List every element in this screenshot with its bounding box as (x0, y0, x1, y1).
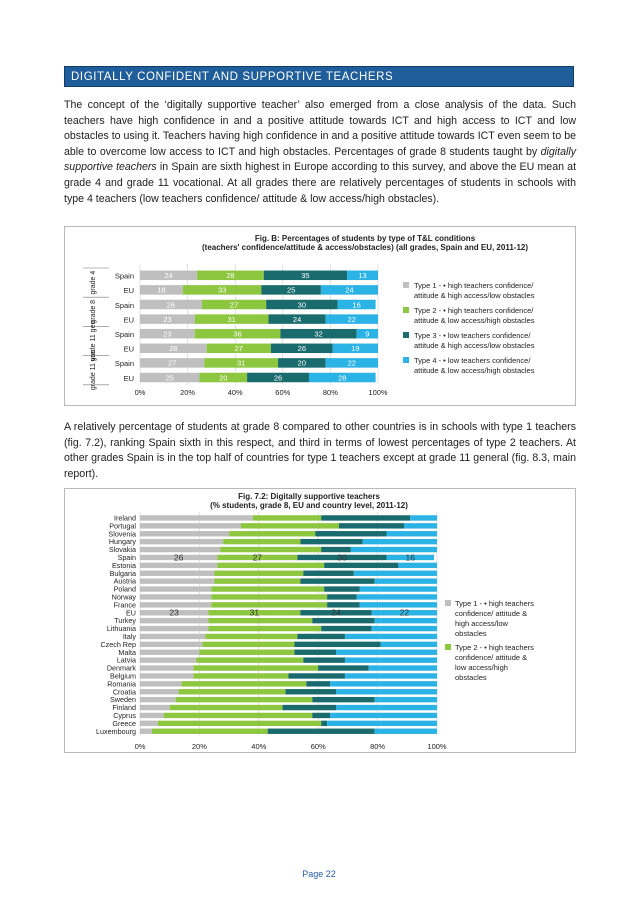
paragraph-1 (64, 98, 576, 207)
figure-7-2-bar-croatia-type-2 (179, 689, 286, 694)
figure-7-2-bar-czech-rep-type-3 (294, 642, 380, 647)
figure-7-2-bar-slovenia-type-2 (229, 531, 315, 536)
figure-b-legend-line: attitude & low access/high obstacles (414, 366, 535, 375)
figure-b-row-label: Spain (114, 300, 134, 310)
figure-b-group-label: grade 11 voc (90, 350, 97, 391)
figure-b-bar-value: 28 (338, 373, 347, 383)
figure-7-2-bar-bulgaria-type-3 (303, 571, 353, 576)
figure-7-2-row-label: Estonia (112, 560, 136, 570)
figure-b-row-label: Spain (114, 329, 134, 339)
figure-7-2-bar-value: 30 (337, 552, 347, 563)
figure-b-bar-value: 35 (301, 271, 310, 281)
figure-b-row-label: EU (123, 373, 134, 383)
figure-7-2-x-tick: 40% (251, 742, 267, 752)
figure-7-2-bar-lithuania-type-1 (140, 626, 208, 631)
section-title: DIGITALLY CONFIDENT AND SUPPORTIVE TEACHERS (71, 71, 394, 83)
paragraph-1-text-a: The concept of the ‘digitally supportive teacher’ also emerged from a close analysis of the data. Such teachers have high confidence in and a positive attitude towards ICT and high access to ICT and low obstacles to using it. Teachers having high confidence in and a positive attitude towards ICT even seem to be able to overcome low access to ICT and high obstacles. Percentages of grade 8 students taught by (64, 99, 576, 158)
figure-7-2-row-label: Ireland (114, 513, 136, 523)
figure-7-2-subtitle: (% students, grade 8, EU and country level, 2011-12) (210, 501, 408, 510)
figure-7-2-bar-luxembourg-type-1 (140, 729, 152, 734)
figure-7-2-bar-greece-type-1 (140, 721, 158, 726)
figure-7-2-legend-line: obstacles (455, 673, 487, 682)
figure-7-2-row-label: Norway (111, 592, 136, 602)
figure-b-chart (65, 227, 575, 405)
figure-b-bar-value: 24 (164, 271, 173, 281)
section-title-banner (64, 66, 574, 87)
figure-7-2-bar-italy-type-4 (345, 634, 437, 639)
figure-7-2-bar-hungary-type-1 (140, 539, 223, 544)
figure-b-x-tick: 20% (180, 387, 196, 397)
figure-7-2-bar-cyprus-type-2 (164, 713, 313, 718)
figure-7-2-title: Fig. 7.2: Digitally supportive teachers (238, 492, 380, 501)
figure-7-2-bar-slovakia-type-2 (220, 547, 321, 552)
figure-b-bar-value: 22 (347, 314, 356, 324)
figure-7-2-bar-czech-rep-type-1 (140, 642, 202, 647)
figure-7-2-bar-ireland-type-2 (253, 515, 321, 520)
figure-7-2-row-label: France (113, 600, 136, 610)
figure-b-bar-value: 28 (226, 271, 235, 281)
figure-7-2-bar-latvia-type-2 (196, 657, 303, 662)
figure-7-2-bar-luxembourg-type-3 (268, 729, 375, 734)
figure-7-2-row-label: Spain (117, 552, 136, 562)
figure-7-2-chart (65, 489, 575, 752)
figure-7-2-bar-poland-type-2 (211, 586, 324, 591)
figure-7-2-bar-turkey-type-4 (375, 618, 437, 623)
figure-7-2-bar-croatia-type-4 (336, 689, 437, 694)
figure-b-bar-value: 30 (297, 300, 307, 310)
figure-7-2-bar-hungary-type-4 (363, 539, 437, 544)
figure-b-title-line-1: Fig. B: Percentages of students by type of T&L conditions (254, 234, 476, 243)
figure-b-bar-value: 23 (163, 314, 172, 324)
figure-7-2-bar-belgium-type-1 (140, 673, 193, 678)
figure-7-2-bar-poland-type-1 (140, 586, 211, 591)
figure-7-2-row-label: Bulgaria (109, 568, 136, 578)
figure-b-bar-value: 26 (297, 344, 307, 354)
figure-7-2-bar-lithuania-type-4 (372, 626, 437, 631)
figure-7-2-bar-norway-type-1 (140, 594, 211, 599)
figure-7-2-bar-value: 22 (399, 607, 410, 618)
paragraph-2-text: A relatively percentage of students at grade 8 compared to other countries is in schools with type 1 teachers (fig. 7.2), ranking Spain sixth in this respect, and third in terms of lowest percentages of type 2 teachers. At other grades Spain is in the top half of countries for type 1 teachers except at grade 11 general (fig. 8.3, main report). (64, 421, 576, 480)
figure-7-2-bar-czech-rep-type-4 (381, 642, 437, 647)
figure-b-x-tick: 80% (322, 387, 338, 397)
figure-7-2-bar-sweden-type-3 (312, 697, 374, 702)
figure-7-2-bar-greece-type-4 (327, 721, 437, 726)
figure-7-2-legend-line: confidence/ attitude & (455, 609, 528, 618)
figure-7-2-bar-finland-type-3 (283, 705, 336, 710)
figure-b-x-tick: 40% (227, 387, 243, 397)
figure-7-2-bar-norway-type-4 (357, 594, 437, 599)
figure-7-2-bar-italy-type-1 (140, 634, 205, 639)
page-number: Page 22 (302, 869, 336, 879)
figure-7-2-legend-line: low access/high (455, 663, 508, 672)
figure-7-2-bar-portugal-type-3 (339, 523, 404, 528)
figure-7-2-bar-value: 27 (252, 552, 263, 563)
figure-b-row-label: Spain (114, 359, 134, 369)
figure-7-2-bar-denmark-type-2 (193, 665, 318, 670)
figure-b-bar-value: 32 (314, 329, 323, 339)
figure-7-2-row-label: Malta (118, 647, 136, 657)
figure-b-title-line-2: (teachers' confidence/attitude & access/obstacles) (all grades, Spain and EU, 2011-12) (201, 243, 529, 252)
figure-b-bar-value: 31 (227, 314, 236, 324)
figure-7-2-bar-italy-type-3 (297, 634, 345, 639)
figure-7-2-row-label: Croatia (112, 687, 136, 697)
figure-7-2-bar-turkey-type-1 (140, 618, 208, 623)
figure-7-2-bar-estonia-type-4 (398, 563, 437, 568)
figure-7-2-bar-croatia-type-3 (286, 689, 336, 694)
figure-7-2-bar-estonia-type-2 (217, 563, 324, 568)
figure-7-2-bar-croatia-type-1 (140, 689, 179, 694)
figure-b-legend-line: attitude & high access/low obstacles (414, 291, 535, 300)
figure-b-legend-line: Type 1 - • high teachers confidence/ (414, 281, 534, 290)
figure-7-2-row-label: Latvia (116, 655, 136, 665)
paragraph-1-text-b: in Spain are sixth highest in Europe according to this survey, and above the EU mean at grade 4 and grade 11 vocational. At all grades there are relatively percentages of students in schools with type 4 teachers (low teachers confidence/ attitude & low access/high obstacles). (64, 161, 577, 205)
figure-7-2-bar-sweden-type-4 (375, 697, 437, 702)
figure-7-2-row-label: Portugal (109, 521, 136, 531)
figure-b-group-label: grade 8 (90, 299, 97, 324)
figure-7-2-bar-latvia-type-3 (303, 657, 345, 662)
figure-b-bar-value: 20 (219, 373, 228, 383)
figure-b-bar-value: 26 (166, 300, 176, 310)
figure-7-2-bar-france-type-2 (211, 602, 327, 607)
figure-7-2-legend-line: obstacles (455, 629, 487, 638)
figure-7-2-bar-romania-type-4 (330, 681, 437, 686)
figure-b-legend-line: Type 3 - • low teachers confidence/ (414, 331, 531, 340)
figure-7-2-row-label: Finland (112, 703, 136, 713)
figure-7-2-bar-lithuania-type-2 (208, 626, 321, 631)
figure-7-2-bar-portugal-type-2 (241, 523, 339, 528)
figure-7-2-row-label: Slovenia (108, 529, 136, 539)
figure-7-2-bar-luxembourg-type-4 (375, 729, 437, 734)
figure-7-2-legend-swatch (445, 600, 451, 606)
figure-7-2-bar-italy-type-2 (205, 634, 297, 639)
figure-7-2-bar-malta-type-4 (336, 650, 437, 655)
figure-7-2-bar-austria-type-3 (300, 578, 374, 583)
figure-7-2-bar-poland-type-4 (360, 586, 437, 591)
figure-7-2-box (64, 488, 576, 753)
figure-b-bar-value: 16 (352, 300, 361, 310)
figure-7-2-legend-line: Type 1 - • high teachers (455, 599, 534, 608)
figure-7-2-bar-luxembourg-type-2 (152, 729, 268, 734)
figure-b-bar-value: 27 (229, 300, 239, 310)
paragraph-1-emphasis: digitally supportive teachers (64, 145, 576, 174)
figure-7-2-x-tick: 20% (191, 742, 207, 752)
figure-b-legend-line: attitude & low access/high obstacles (414, 316, 535, 325)
figure-b-x-tick: 60% (275, 387, 291, 397)
figure-7-2-row-label: Lithuania (106, 624, 136, 634)
figure-b-row-label: Spain (114, 271, 134, 281)
figure-b-bar-value: 24 (292, 314, 302, 324)
figure-b-bar-value: 25 (286, 285, 296, 295)
figure-b-bar-value: 27 (234, 344, 243, 354)
figure-7-2-bar-slovenia-type-1 (140, 531, 229, 536)
figure-7-2-bar-austria-type-1 (140, 578, 214, 583)
figure-b-row-label: EU (123, 344, 134, 354)
figure-7-2-bar-belgium-type-2 (193, 673, 288, 678)
figure-7-2-row-label: Romania (107, 679, 136, 689)
figure-7-2-row-label: Czech Rep (100, 639, 136, 649)
figure-b-legend-line: Type 4 - • low teachers confidence/ (414, 356, 531, 365)
figure-7-2-bar-value: 23 (169, 607, 179, 618)
figure-b-bar-value: 23 (163, 329, 172, 339)
figure-7-2-bar-bulgaria-type-2 (214, 571, 303, 576)
figure-7-2-bar-ireland-type-4 (410, 515, 437, 520)
figure-7-2-bar-bulgaria-type-4 (354, 571, 437, 576)
figure-7-2-bar-finland-type-4 (336, 705, 437, 710)
figure-7-2-x-tick: 0% (134, 742, 146, 752)
figure-b-bar-value: 27 (167, 358, 177, 368)
figure-7-2-bar-turkey-type-2 (208, 618, 312, 623)
figure-b-bar-value: 33 (217, 285, 227, 295)
figure-7-2-bar-france-type-4 (360, 602, 437, 607)
figure-7-2-row-label: Greece (112, 718, 136, 728)
figure-7-2-bar-slovenia-type-4 (387, 531, 437, 536)
figure-b-bar-value: 28 (169, 344, 178, 354)
figure-7-2-row-label: Luxembourg (96, 726, 136, 736)
figure-7-2-legend-line: Type 2 - • high teachers (455, 643, 534, 652)
figure-7-2-x-tick: 60% (310, 742, 326, 752)
figure-7-2-x-tick: 80% (370, 742, 386, 752)
figure-b-legend-swatch (403, 282, 409, 288)
figure-b-legend-swatch (403, 357, 409, 363)
figure-7-2-bar-portugal-type-1 (140, 523, 241, 528)
figure-b-box (64, 226, 576, 406)
figure-7-2-legend-swatch (445, 644, 451, 650)
figure-7-2-row-label: Hungary (108, 537, 136, 547)
figure-b-legend-line: attitude & high access/low obstacles (414, 341, 535, 350)
figure-7-2-bar-cyprus-type-4 (330, 713, 437, 718)
figure-7-2-bar-sweden-type-2 (176, 697, 313, 702)
figure-b-bar-value: 20 (297, 358, 307, 368)
figure-7-2-bar-denmark-type-4 (369, 665, 437, 670)
figure-7-2-bar-austria-type-2 (214, 578, 300, 583)
figure-7-2-bar-lithuania-type-3 (321, 626, 371, 631)
figure-b-bar-value: 36 (233, 329, 242, 339)
figure-7-2-bar-norway-type-2 (211, 594, 327, 599)
figure-7-2-bar-value: 16 (405, 552, 416, 563)
figure-7-2-bar-estonia-type-1 (140, 563, 217, 568)
figure-7-2-bar-value: 26 (173, 552, 184, 563)
figure-7-2-bar-value: 24 (331, 607, 341, 618)
figure-7-2-row-label: Denmark (106, 663, 136, 673)
figure-7-2-bar-latvia-type-4 (345, 657, 437, 662)
figure-7-2-bar-ireland-type-1 (140, 515, 253, 520)
figure-7-2-bar-finland-type-2 (170, 705, 283, 710)
figure-b-row-label: EU (123, 286, 134, 296)
figure-7-2-legend-line: confidence/ attitude & (455, 653, 528, 662)
figure-7-2-bar-malta-type-2 (199, 650, 294, 655)
figure-7-2-bar-austria-type-4 (375, 578, 437, 583)
figure-7-2-row-label: EU (126, 608, 136, 618)
figure-7-2-bar-finland-type-1 (140, 705, 170, 710)
figure-7-2-bar-turkey-type-3 (312, 618, 374, 623)
figure-7-2-bar-hungary-type-3 (300, 539, 362, 544)
figure-b-group-label: grade 11 gen (90, 320, 97, 362)
figure-7-2-row-label: Austria (113, 576, 136, 586)
figure-7-2-bar-poland-type-3 (324, 586, 360, 591)
figure-7-2-row-label: Slovakia (108, 545, 136, 555)
figure-7-2-bar-greece-type-3 (321, 721, 327, 726)
figure-7-2-bar-portugal-type-4 (404, 523, 437, 528)
figure-7-2-row-label: Poland (113, 584, 136, 594)
figure-b-x-tick: 100% (368, 387, 388, 397)
figure-7-2-row-label: Cyprus (113, 710, 136, 720)
figure-7-2-bar-slovenia-type-3 (315, 531, 386, 536)
figure-b-bar-value: 24 (345, 285, 354, 295)
figure-7-2-bar-belgium-type-3 (289, 673, 345, 678)
paragraph-2 (64, 420, 576, 482)
figure-7-2-row-label: Italy (122, 631, 136, 641)
figure-7-2-legend-line: high access/low (455, 619, 508, 628)
figure-b-bar-value: 31 (236, 358, 246, 368)
figure-7-2-bar-ireland-type-3 (321, 515, 410, 520)
figure-7-2-bar-malta-type-3 (294, 650, 336, 655)
figure-7-2-bar-bulgaria-type-1 (140, 571, 214, 576)
figure-b-bar-value: 13 (358, 271, 367, 281)
figure-b-bar-value: 9 (365, 329, 370, 339)
figure-7-2-bar-denmark-type-3 (318, 665, 368, 670)
figure-7-2-row-label: Belgium (110, 671, 136, 681)
figure-7-2-bar-romania-type-3 (306, 681, 330, 686)
figure-7-2-bar-cyprus-type-1 (140, 713, 164, 718)
figure-b-bar-value: 19 (351, 344, 360, 354)
figure-b-legend-swatch (403, 332, 409, 338)
figure-7-2-bar-malta-type-1 (140, 650, 199, 655)
figure-b-bar-value: 25 (165, 373, 174, 383)
figure-7-2-bar-hungary-type-2 (223, 539, 300, 544)
figure-b-row-label: EU (123, 315, 134, 325)
figure-b-bar-value: 22 (347, 358, 356, 368)
figure-7-2-bar-norway-type-3 (327, 594, 357, 599)
figure-7-2-bar-romania-type-2 (182, 681, 307, 686)
figure-b-legend-line: Type 2 - • high teachers confidence/ (414, 306, 534, 315)
figure-7-2-bar-romania-type-1 (140, 681, 182, 686)
figure-7-2-bar-greece-type-2 (158, 721, 321, 726)
figure-7-2-bar-cyprus-type-3 (312, 713, 330, 718)
figure-b-legend-swatch (403, 307, 409, 313)
figure-7-2-bar-latvia-type-1 (140, 657, 196, 662)
figure-b-x-tick: 0% (134, 387, 146, 397)
figure-b-group-label: grade 4 (90, 270, 97, 295)
figure-7-2-bar-belgium-type-4 (345, 673, 437, 678)
figure-7-2-row-label: Turkey (114, 616, 136, 626)
figure-7-2-bar-value: 31 (249, 607, 260, 618)
figure-7-2-bar-denmark-type-1 (140, 665, 193, 670)
figure-7-2-bar-sweden-type-1 (140, 697, 176, 702)
figure-7-2-bar-slovakia-type-4 (351, 547, 437, 552)
figure-7-2-bar-czech-rep-type-2 (202, 642, 294, 647)
figure-b-bar-value: 26 (273, 373, 283, 383)
figure-b-bar-value: 18 (157, 285, 166, 295)
figure-7-2-bar-estonia-type-3 (324, 563, 398, 568)
figure-7-2-row-label: Sweden (110, 695, 136, 705)
figure-7-2-x-tick: 100% (427, 742, 447, 752)
